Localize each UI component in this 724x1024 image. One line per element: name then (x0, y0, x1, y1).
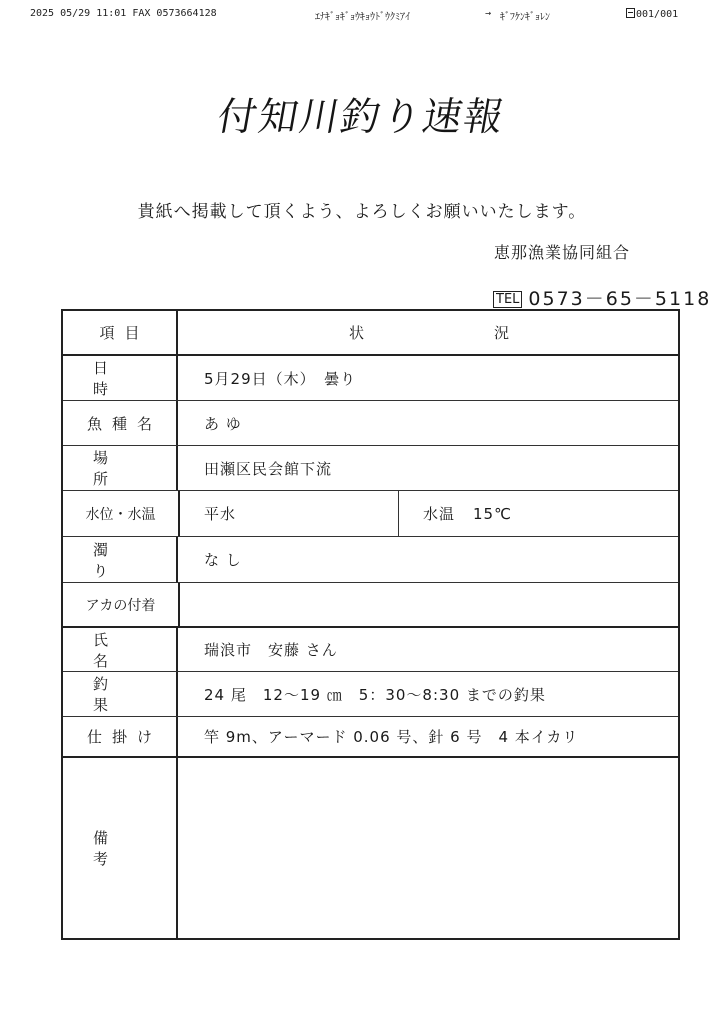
row-catch (63, 672, 678, 717)
value-algae (180, 583, 678, 626)
label-tackle: 仕掛け (63, 717, 178, 756)
label-species: 魚種名 (63, 401, 178, 445)
page-title: 付知川釣り速報 (213, 95, 509, 140)
row-name (63, 628, 678, 672)
water-temp-label: 水温 (423, 505, 456, 523)
value-water-temp-cell (399, 491, 678, 536)
fax-page-count (626, 8, 678, 20)
report-table (61, 309, 680, 940)
row-date (63, 356, 678, 401)
row-species (63, 401, 678, 446)
value-name: 瑞浪市 安藤 さん (204, 641, 338, 659)
value-species: あ ゆ (204, 414, 242, 433)
header-item: 項目 (63, 311, 178, 354)
row-tackle (63, 717, 678, 758)
fax-page-number: 001/001 (636, 9, 679, 20)
header-status: 状況 (348, 324, 639, 342)
fax-sender: ｴﾅｷﾞｮｷﾞｮｳｷｮｳﾄﾞｳｸﾐｱｲ (315, 12, 410, 23)
label-catch: 釣果 (63, 672, 178, 716)
fax-datetime: 2025 05/29 11:01 FAX 0573664128 (30, 8, 217, 19)
fax-recipient: ｷﾞﾌｹﾝｷﾞｮﾚﾝ (500, 12, 550, 23)
label-name: 氏名 (63, 628, 178, 671)
label-remarks: 備考 (63, 758, 178, 938)
fax-header (30, 8, 700, 26)
value-tackle: 竿 9m、アーマード 0.06 号、針 6 号 4 本イカリ (204, 728, 579, 746)
row-location (63, 446, 678, 491)
tel-icon: TEL (493, 291, 522, 308)
tel-number: 0573－65－5118 (528, 288, 712, 310)
telephone (493, 284, 711, 311)
label-location: 場所 (63, 446, 178, 490)
label-date: 日時 (63, 356, 178, 400)
value-remarks (180, 758, 678, 938)
request-message: 貴紙へ掲載して頂くよう、よろしくお願いいたします。 (137, 202, 587, 222)
fax-arrow: → (485, 8, 492, 19)
row-algae (63, 583, 678, 628)
label-turbidity: 濁り (63, 537, 178, 582)
value-turbidity: な し (204, 551, 242, 569)
row-turbidity (63, 537, 678, 583)
value-location: 田瀬区民会館下流 (204, 459, 333, 478)
page-icon (626, 8, 635, 18)
label-water: 水位・水温 (63, 491, 180, 536)
header-status-cell (180, 311, 678, 354)
value-catch: 24 尾 12～19 ㎝ 5：30～8:30 までの釣果 (204, 685, 546, 704)
row-water (63, 491, 678, 537)
value-date: 5月29日（木） 曇り (204, 369, 357, 388)
water-temp: 15℃ (473, 504, 512, 523)
value-water-level: 平水 (180, 491, 399, 536)
label-algae: アカの付着 (63, 583, 180, 626)
table-header-row (63, 311, 678, 356)
row-remarks (63, 758, 678, 938)
organization-name: 恵那漁業協同組合 (494, 243, 631, 262)
